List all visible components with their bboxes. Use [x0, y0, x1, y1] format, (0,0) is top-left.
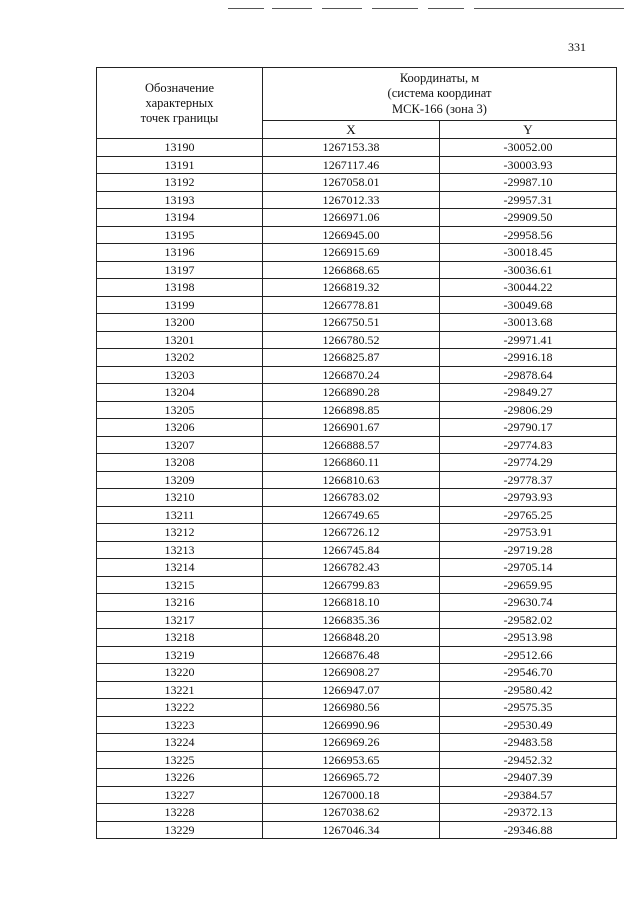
- y-coordinate-cell: -29774.83: [440, 436, 617, 454]
- table-row: [97, 664, 617, 682]
- table-row: [97, 769, 617, 787]
- header-text-line: Обозначение: [144, 80, 215, 95]
- table-row: [97, 751, 617, 769]
- y-coordinate-cell: -30003.93: [440, 156, 617, 174]
- x-coordinate-cell: 1266945.00: [263, 226, 440, 244]
- y-coordinate-cell: -29719.28: [440, 541, 617, 559]
- table-row: [97, 296, 617, 314]
- table-row: [97, 611, 617, 629]
- y-coordinate-cell: -29971.41: [440, 331, 617, 349]
- top-scan-line: [428, 8, 464, 9]
- x-coordinate-cell: 1267046.34: [263, 821, 440, 839]
- y-coordinate-cell: -30036.61: [440, 261, 617, 279]
- point-cell: 13209: [97, 471, 263, 489]
- x-coordinate-cell: 1266980.56: [263, 699, 440, 717]
- point-cell: 13220: [97, 664, 263, 682]
- y-coordinate-cell: -29580.42: [440, 681, 617, 699]
- x-coordinate-cell: 1266783.02: [263, 489, 440, 507]
- point-cell: 13200: [97, 314, 263, 332]
- table-row: [97, 191, 617, 209]
- x-coordinate-cell: 1266876.48: [263, 646, 440, 664]
- header-text-line: МСК-166 (зона 3): [392, 101, 487, 116]
- y-coordinate-cell: -29878.64: [440, 366, 617, 384]
- point-cell: 13216: [97, 594, 263, 612]
- y-coordinate-cell: -29384.57: [440, 786, 617, 804]
- header-text-line: характерных: [145, 95, 214, 110]
- table-row: [97, 384, 617, 402]
- y-coordinate-cell: -30044.22: [440, 279, 617, 297]
- y-coordinate-cell: -29513.98: [440, 629, 617, 647]
- x-coordinate-cell: 1266965.72: [263, 769, 440, 787]
- table-row: [97, 681, 617, 699]
- page-number: 331: [568, 40, 586, 54]
- x-coordinate-cell: 1266750.51: [263, 314, 440, 332]
- header-text-line: точек границы: [140, 110, 219, 125]
- x-coordinate-cell: 1267012.33: [263, 191, 440, 209]
- x-coordinate-cell: 1267038.62: [263, 804, 440, 822]
- point-cell: 13227: [97, 786, 263, 804]
- x-coordinate-cell: 1267153.38: [263, 139, 440, 157]
- point-cell: 13218: [97, 629, 263, 647]
- point-cell: 13221: [97, 681, 263, 699]
- y-coordinate-cell: -29407.39: [440, 769, 617, 787]
- table-row: [97, 314, 617, 332]
- point-cell: 13202: [97, 349, 263, 367]
- table-row: [97, 419, 617, 437]
- y-column-header: Y: [440, 121, 617, 139]
- x-coordinate-cell: 1266835.36: [263, 611, 440, 629]
- y-coordinate-cell: -29582.02: [440, 611, 617, 629]
- header-text-line: Координаты, м: [399, 70, 480, 85]
- point-cell: 13203: [97, 366, 263, 384]
- top-scan-line: [322, 8, 362, 9]
- point-cell: 13224: [97, 734, 263, 752]
- point-cell: 13197: [97, 261, 263, 279]
- table-row: [97, 366, 617, 384]
- x-coordinate-cell: 1266915.69: [263, 244, 440, 262]
- x-coordinate-cell: 1266860.11: [263, 454, 440, 472]
- x-coordinate-cell: 1266947.07: [263, 681, 440, 699]
- point-cell: 13211: [97, 506, 263, 524]
- y-coordinate-cell: -29346.88: [440, 821, 617, 839]
- top-scan-line: [474, 8, 624, 9]
- point-cell: 13210: [97, 489, 263, 507]
- coordinates-table: [96, 67, 617, 839]
- table-row: [97, 209, 617, 227]
- y-coordinate-cell: -29372.13: [440, 804, 617, 822]
- point-cell: 13198: [97, 279, 263, 297]
- y-coordinate-cell: -29909.50: [440, 209, 617, 227]
- point-cell: 13222: [97, 699, 263, 717]
- top-scan-line: [272, 8, 312, 9]
- x-coordinate-cell: 1266890.28: [263, 384, 440, 402]
- table-row: [97, 506, 617, 524]
- x-coordinate-cell: 1266971.06: [263, 209, 440, 227]
- y-coordinate-cell: -30052.00: [440, 139, 617, 157]
- y-coordinate-cell: -30013.68: [440, 314, 617, 332]
- x-column-header: X: [263, 121, 440, 139]
- x-coordinate-cell: 1266726.12: [263, 524, 440, 542]
- point-cell: 13212: [97, 524, 263, 542]
- top-scan-line: [228, 8, 264, 9]
- table-row: [97, 471, 617, 489]
- point-cell: 13226: [97, 769, 263, 787]
- x-coordinate-cell: 1266848.20: [263, 629, 440, 647]
- point-cell: 13204: [97, 384, 263, 402]
- x-coordinate-cell: 1266780.52: [263, 331, 440, 349]
- x-coordinate-cell: 1266953.65: [263, 751, 440, 769]
- y-coordinate-cell: -29483.58: [440, 734, 617, 752]
- table-row: [97, 436, 617, 454]
- x-coordinate-cell: 1266782.43: [263, 559, 440, 577]
- y-coordinate-cell: -29753.91: [440, 524, 617, 542]
- table-row: [97, 716, 617, 734]
- x-coordinate-cell: 1266870.24: [263, 366, 440, 384]
- y-coordinate-cell: -29916.18: [440, 349, 617, 367]
- table-row: [97, 349, 617, 367]
- point-designation-header: [97, 68, 263, 139]
- x-coordinate-cell: 1266969.26: [263, 734, 440, 752]
- y-coordinate-cell: -29774.29: [440, 454, 617, 472]
- point-cell: 13229: [97, 821, 263, 839]
- y-coordinate-cell: -29630.74: [440, 594, 617, 612]
- table-row: [97, 786, 617, 804]
- x-coordinate-cell: 1266825.87: [263, 349, 440, 367]
- y-coordinate-cell: -29957.31: [440, 191, 617, 209]
- x-coordinate-cell: 1266888.57: [263, 436, 440, 454]
- table-row: [97, 226, 617, 244]
- y-coordinate-cell: -29806.29: [440, 401, 617, 419]
- y-coordinate-cell: -29793.93: [440, 489, 617, 507]
- x-coordinate-cell: 1266818.10: [263, 594, 440, 612]
- x-coordinate-cell: 1266901.67: [263, 419, 440, 437]
- coordinates-header: [263, 68, 617, 121]
- point-cell: 13228: [97, 804, 263, 822]
- y-coordinate-cell: -29530.49: [440, 716, 617, 734]
- y-coordinate-cell: -29958.56: [440, 226, 617, 244]
- x-coordinate-cell: 1267117.46: [263, 156, 440, 174]
- y-coordinate-cell: -30049.68: [440, 296, 617, 314]
- x-coordinate-cell: 1266990.96: [263, 716, 440, 734]
- table-header-row: [97, 68, 617, 121]
- y-coordinate-cell: -29452.32: [440, 751, 617, 769]
- point-cell: 13201: [97, 331, 263, 349]
- point-cell: 13194: [97, 209, 263, 227]
- x-coordinate-cell: 1266810.63: [263, 471, 440, 489]
- table-row: [97, 594, 617, 612]
- point-cell: 13190: [97, 139, 263, 157]
- point-cell: 13217: [97, 611, 263, 629]
- x-coordinate-cell: 1266749.65: [263, 506, 440, 524]
- table-row: [97, 646, 617, 664]
- x-coordinate-cell: 1266799.83: [263, 576, 440, 594]
- x-coordinate-cell: 1266898.85: [263, 401, 440, 419]
- table-row: [97, 524, 617, 542]
- table-row: [97, 541, 617, 559]
- point-cell: 13205: [97, 401, 263, 419]
- y-coordinate-cell: -29790.17: [440, 419, 617, 437]
- point-cell: 13191: [97, 156, 263, 174]
- y-coordinate-cell: -29546.70: [440, 664, 617, 682]
- header-text-line: (система координат: [387, 86, 492, 101]
- point-cell: 13208: [97, 454, 263, 472]
- table-row: [97, 804, 617, 822]
- point-cell: 13219: [97, 646, 263, 664]
- table-row: [97, 454, 617, 472]
- table-row: [97, 401, 617, 419]
- table-row: [97, 279, 617, 297]
- y-coordinate-cell: -29575.35: [440, 699, 617, 717]
- table-row: [97, 489, 617, 507]
- point-cell: 13215: [97, 576, 263, 594]
- table-row: [97, 174, 617, 192]
- y-coordinate-cell: -29705.14: [440, 559, 617, 577]
- table-row: [97, 699, 617, 717]
- table-row: [97, 629, 617, 647]
- x-coordinate-cell: 1267000.18: [263, 786, 440, 804]
- table-row: [97, 576, 617, 594]
- x-coordinate-cell: 1266908.27: [263, 664, 440, 682]
- table-row: [97, 821, 617, 839]
- x-coordinate-cell: 1266778.81: [263, 296, 440, 314]
- point-cell: 13214: [97, 559, 263, 577]
- x-coordinate-cell: 1266868.65: [263, 261, 440, 279]
- point-cell: 13192: [97, 174, 263, 192]
- y-coordinate-cell: -29659.95: [440, 576, 617, 594]
- y-coordinate-cell: -30018.45: [440, 244, 617, 262]
- x-coordinate-cell: 1266745.84: [263, 541, 440, 559]
- top-scan-line: [372, 8, 418, 9]
- point-cell: 13225: [97, 751, 263, 769]
- point-cell: 13206: [97, 419, 263, 437]
- table-row: [97, 261, 617, 279]
- point-cell: 13196: [97, 244, 263, 262]
- table-row: [97, 156, 617, 174]
- x-coordinate-cell: 1267058.01: [263, 174, 440, 192]
- point-cell: 13199: [97, 296, 263, 314]
- y-coordinate-cell: -29512.66: [440, 646, 617, 664]
- point-cell: 13193: [97, 191, 263, 209]
- point-cell: 13195: [97, 226, 263, 244]
- x-coordinate-cell: 1266819.32: [263, 279, 440, 297]
- y-coordinate-cell: -29765.25: [440, 506, 617, 524]
- y-coordinate-cell: -29987.10: [440, 174, 617, 192]
- point-cell: 13213: [97, 541, 263, 559]
- y-coordinate-cell: -29849.27: [440, 384, 617, 402]
- y-coordinate-cell: -29778.37: [440, 471, 617, 489]
- table-row: [97, 139, 617, 157]
- table-row: [97, 734, 617, 752]
- table-row: [97, 559, 617, 577]
- table-row: [97, 331, 617, 349]
- point-cell: 13207: [97, 436, 263, 454]
- point-cell: 13223: [97, 716, 263, 734]
- table-row: [97, 244, 617, 262]
